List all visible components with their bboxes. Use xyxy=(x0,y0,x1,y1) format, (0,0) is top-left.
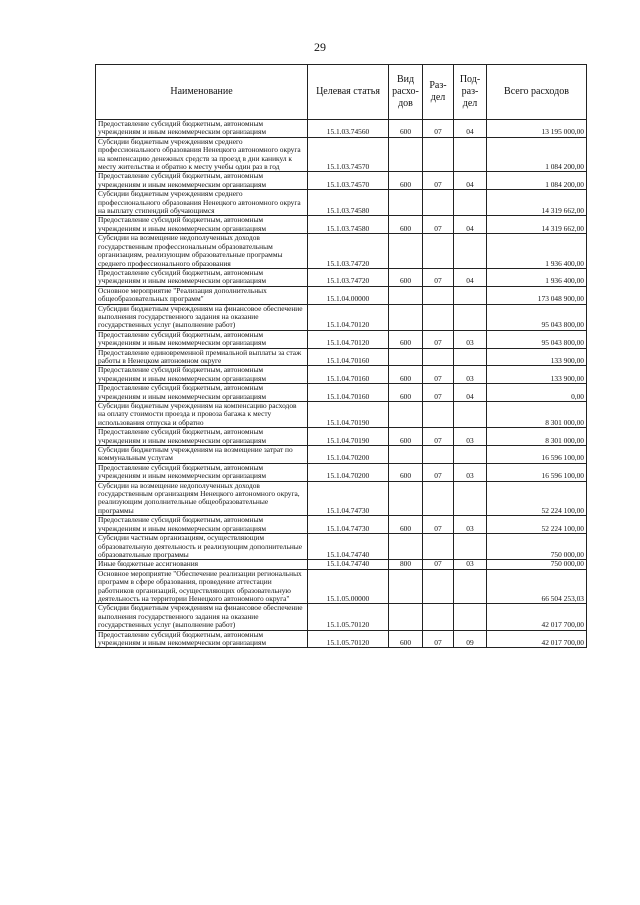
row-expense-type xyxy=(389,534,423,560)
row-target-code: 15.1.04.74740 xyxy=(308,560,389,569)
table-row xyxy=(96,428,587,446)
row-target-code: 15.1.05.70120 xyxy=(308,604,389,630)
row-total: 1 084 200,00 xyxy=(487,172,587,190)
table-row xyxy=(96,234,587,269)
row-total: 8 301 000,00 xyxy=(487,402,587,428)
row-section xyxy=(423,604,454,630)
row-name: Предоставление единовременной премиальной выплаты за стаж работы в Ненецком автономном округе xyxy=(96,348,308,366)
table-row xyxy=(96,366,587,384)
row-expense-type: 800 xyxy=(389,560,423,569)
row-subsection: 03 xyxy=(454,428,487,446)
row-subsection xyxy=(454,304,487,330)
row-total: 1 936 400,00 xyxy=(487,234,587,269)
table-row xyxy=(96,481,587,516)
header-section: Раз-дел xyxy=(423,65,454,120)
row-section xyxy=(423,569,454,604)
row-target-code: 15.1.04.70160 xyxy=(308,384,389,402)
header-subsection: Под-раз-дел xyxy=(454,65,487,120)
row-target-code: 15.1.04.70120 xyxy=(308,304,389,330)
row-name: Предоставление субсидий бюджетным, автономным учреждениям и иным некоммерческим организациям xyxy=(96,330,308,348)
row-subsection: 03 xyxy=(454,560,487,569)
table-row xyxy=(96,630,587,648)
row-section: 07 xyxy=(423,463,454,481)
table-row xyxy=(96,384,587,402)
row-section xyxy=(423,190,454,216)
row-section xyxy=(423,446,454,464)
row-name: Основное мероприятие "Реализация дополнительных общеобразовательных программ" xyxy=(96,286,308,304)
row-total: 42 017 700,00 xyxy=(487,630,587,648)
row-total: 1 936 400,00 xyxy=(487,268,587,286)
row-name: Иные бюджетные ассигнования xyxy=(96,560,308,569)
row-subsection: 04 xyxy=(454,268,487,286)
row-total: 133 900,00 xyxy=(487,348,587,366)
table-row xyxy=(96,463,587,481)
table-row xyxy=(96,534,587,560)
row-section: 07 xyxy=(423,384,454,402)
table-row xyxy=(96,120,587,138)
row-section: 07 xyxy=(423,216,454,234)
row-target-code: 15.1.05.70120 xyxy=(308,630,389,648)
row-name: Предоставление субсидий бюджетным, автономным учреждениям и иным некоммерческим организациям xyxy=(96,516,308,534)
row-name: Субсидии частным организациям, осуществляющим образовательную деятельность и реализующим дополнительные образовательные программы xyxy=(96,534,308,560)
row-total: 16 596 100,00 xyxy=(487,446,587,464)
table-row xyxy=(96,604,587,630)
row-section: 07 xyxy=(423,172,454,190)
row-expense-type xyxy=(389,190,423,216)
row-expense-type: 600 xyxy=(389,216,423,234)
row-name: Субсидии бюджетным учреждениям на финансовое обеспечение выполнения государственного задания на оказание государственных услуг (выполнение работ) xyxy=(96,304,308,330)
row-subsection xyxy=(454,286,487,304)
row-expense-type: 600 xyxy=(389,428,423,446)
row-subsection: 03 xyxy=(454,366,487,384)
row-name: Предоставление субсидий бюджетным, автономным учреждениям и иным некоммерческим организациям xyxy=(96,216,308,234)
row-target-code: 15.1.05.00000 xyxy=(308,569,389,604)
table-row xyxy=(96,560,587,569)
header-target: Целевая статья xyxy=(308,65,389,120)
row-total: 750 000,00 xyxy=(487,560,587,569)
row-expense-type: 600 xyxy=(389,172,423,190)
row-section xyxy=(423,234,454,269)
row-section: 07 xyxy=(423,560,454,569)
row-expense-type: 600 xyxy=(389,120,423,138)
row-total: 133 900,00 xyxy=(487,366,587,384)
row-subsection: 04 xyxy=(454,384,487,402)
header-name: Наименование xyxy=(96,65,308,120)
row-section: 07 xyxy=(423,330,454,348)
row-section xyxy=(423,286,454,304)
table-row xyxy=(96,137,587,172)
row-subsection xyxy=(454,604,487,630)
table-row xyxy=(96,516,587,534)
table-row xyxy=(96,348,587,366)
row-name: Предоставление субсидий бюджетным, автономным учреждениям и иным некоммерческим организациям xyxy=(96,172,308,190)
row-target-code: 15.1.04.70190 xyxy=(308,402,389,428)
row-expense-type xyxy=(389,137,423,172)
table-body xyxy=(96,120,587,648)
row-name: Субсидии бюджетным учреждениям среднего профессионального образования Ненецкого автономного округа на выплату стипендий обучающимся xyxy=(96,190,308,216)
row-subsection: 04 xyxy=(454,120,487,138)
row-target-code: 15.1.03.74580 xyxy=(308,216,389,234)
row-subsection: 04 xyxy=(454,216,487,234)
row-section: 07 xyxy=(423,428,454,446)
table-row xyxy=(96,330,587,348)
header-type: Вид расхо-дов xyxy=(389,65,423,120)
page-number: 29 xyxy=(314,40,326,54)
row-expense-type xyxy=(389,446,423,464)
row-name: Субсидии на возмещение недополученных доходов государственным организациям Ненецкого автономного округа, реализующим дополнительные общеобразовательные программы xyxy=(96,481,308,516)
table-row xyxy=(96,172,587,190)
row-target-code: 15.1.04.70190 xyxy=(308,428,389,446)
row-target-code: 15.1.04.00000 xyxy=(308,286,389,304)
row-total: 52 224 100,00 xyxy=(487,481,587,516)
table-row xyxy=(96,286,587,304)
row-subsection: 03 xyxy=(454,463,487,481)
row-name: Предоставление субсидий бюджетным, автономным учреждениям и иным некоммерческим организациям xyxy=(96,120,308,138)
row-name: Предоставление субсидий бюджетным, автономным учреждениям и иным некоммерческим организациям xyxy=(96,384,308,402)
row-expense-type xyxy=(389,286,423,304)
row-target-code: 15.1.03.74720 xyxy=(308,268,389,286)
row-total: 13 195 000,00 xyxy=(487,120,587,138)
row-name: Субсидии бюджетным учреждениям на возмещение затрат по коммунальным услугам xyxy=(96,446,308,464)
table-row xyxy=(96,304,587,330)
row-target-code: 15.1.03.74570 xyxy=(308,137,389,172)
row-subsection: 03 xyxy=(454,330,487,348)
row-expense-type xyxy=(389,304,423,330)
row-expense-type: 600 xyxy=(389,463,423,481)
row-expense-type: 600 xyxy=(389,330,423,348)
row-subsection xyxy=(454,234,487,269)
row-section: 07 xyxy=(423,120,454,138)
row-total: 173 048 900,00 xyxy=(487,286,587,304)
row-subsection: 09 xyxy=(454,630,487,648)
row-target-code: 15.1.03.74560 xyxy=(308,120,389,138)
row-section: 07 xyxy=(423,630,454,648)
row-section: 07 xyxy=(423,516,454,534)
row-name: Субсидии на возмещение недополученных доходов государственным профессиональным образовательным организациям, реализующим образовательные программы среднего профессионального образования xyxy=(96,234,308,269)
table-header-row xyxy=(96,65,587,120)
row-total: 14 319 662,00 xyxy=(487,190,587,216)
row-expense-type xyxy=(389,569,423,604)
row-target-code: 15.1.04.70160 xyxy=(308,366,389,384)
row-section xyxy=(423,348,454,366)
row-subsection xyxy=(454,534,487,560)
row-total: 42 017 700,00 xyxy=(487,604,587,630)
row-total: 8 301 000,00 xyxy=(487,428,587,446)
table-row xyxy=(96,569,587,604)
row-target-code: 15.1.04.74730 xyxy=(308,516,389,534)
row-target-code: 15.1.04.70120 xyxy=(308,330,389,348)
row-expense-type: 600 xyxy=(389,268,423,286)
row-total: 0,00 xyxy=(487,384,587,402)
row-subsection xyxy=(454,402,487,428)
row-target-code: 15.1.03.74720 xyxy=(308,234,389,269)
row-target-code: 15.1.04.70200 xyxy=(308,463,389,481)
row-name: Предоставление субсидий бюджетным, автономным учреждениям и иным некоммерческим организациям xyxy=(96,366,308,384)
row-subsection xyxy=(454,569,487,604)
row-name: Субсидии бюджетным учреждениям среднего профессионального образования Ненецкого автономного округа на компенсацию денежных средств за проезд в дни каникул к месту жительства и обратно к месту учебы один раз в год xyxy=(96,137,308,172)
row-expense-type: 600 xyxy=(389,630,423,648)
row-subsection xyxy=(454,348,487,366)
row-expense-type xyxy=(389,604,423,630)
row-name: Субсидии бюджетным учреждениям на финансовое обеспечение выполнения государственного задания на оказание государственных услуг (выполнение работ) xyxy=(96,604,308,630)
row-name: Субсидии бюджетным учреждениям на компенсацию расходов на оплату стоимости проезда и провоза багажа к месту использования отпуска и обратно xyxy=(96,402,308,428)
row-expense-type xyxy=(389,481,423,516)
table-row xyxy=(96,268,587,286)
row-total: 52 224 100,00 xyxy=(487,516,587,534)
header-total: Всего расходов xyxy=(487,65,587,120)
row-section xyxy=(423,137,454,172)
table-row xyxy=(96,402,587,428)
table-row xyxy=(96,446,587,464)
row-total: 95 043 800,00 xyxy=(487,304,587,330)
row-expense-type: 600 xyxy=(389,384,423,402)
row-section: 07 xyxy=(423,268,454,286)
row-total: 66 504 253,03 xyxy=(487,569,587,604)
row-expense-type xyxy=(389,402,423,428)
row-section: 07 xyxy=(423,366,454,384)
table-row xyxy=(96,190,587,216)
row-target-code: 15.1.04.74730 xyxy=(308,481,389,516)
row-subsection: 03 xyxy=(454,516,487,534)
row-section xyxy=(423,402,454,428)
row-section xyxy=(423,481,454,516)
row-total: 1 084 200,00 xyxy=(487,137,587,172)
budget-table xyxy=(95,64,587,648)
row-total: 14 319 662,00 xyxy=(487,216,587,234)
row-subsection xyxy=(454,190,487,216)
row-target-code: 15.1.03.74570 xyxy=(308,172,389,190)
row-name: Предоставление субсидий бюджетным, автономным учреждениям и иным некоммерческим организациям xyxy=(96,630,308,648)
row-total: 750 000,00 xyxy=(487,534,587,560)
row-target-code: 15.1.03.74580 xyxy=(308,190,389,216)
row-target-code: 15.1.04.74740 xyxy=(308,534,389,560)
row-total: 16 596 100,00 xyxy=(487,463,587,481)
row-expense-type xyxy=(389,234,423,269)
row-subsection xyxy=(454,481,487,516)
row-total: 95 043 800,00 xyxy=(487,330,587,348)
row-section xyxy=(423,304,454,330)
row-target-code: 15.1.04.70160 xyxy=(308,348,389,366)
row-target-code: 15.1.04.70200 xyxy=(308,446,389,464)
row-expense-type xyxy=(389,348,423,366)
row-expense-type: 600 xyxy=(389,366,423,384)
row-subsection: 04 xyxy=(454,172,487,190)
row-section xyxy=(423,534,454,560)
row-subsection xyxy=(454,446,487,464)
row-name: Предоставление субсидий бюджетным, автономным учреждениям и иным некоммерческим организациям xyxy=(96,463,308,481)
row-expense-type: 600 xyxy=(389,516,423,534)
row-name: Предоставление субсидий бюджетным, автономным учреждениям и иным некоммерческим организациям xyxy=(96,268,308,286)
row-name: Предоставление субсидий бюджетным, автономным учреждениям и иным некоммерческим организациям xyxy=(96,428,308,446)
table-row xyxy=(96,216,587,234)
row-name: Основное мероприятие "Обеспечение реализации региональных программ в сфере образования, проведение аттестации работников организаций, осуществляющих образовательную деятельность на территории Ненецкого автономного округа" xyxy=(96,569,308,604)
row-subsection xyxy=(454,137,487,172)
